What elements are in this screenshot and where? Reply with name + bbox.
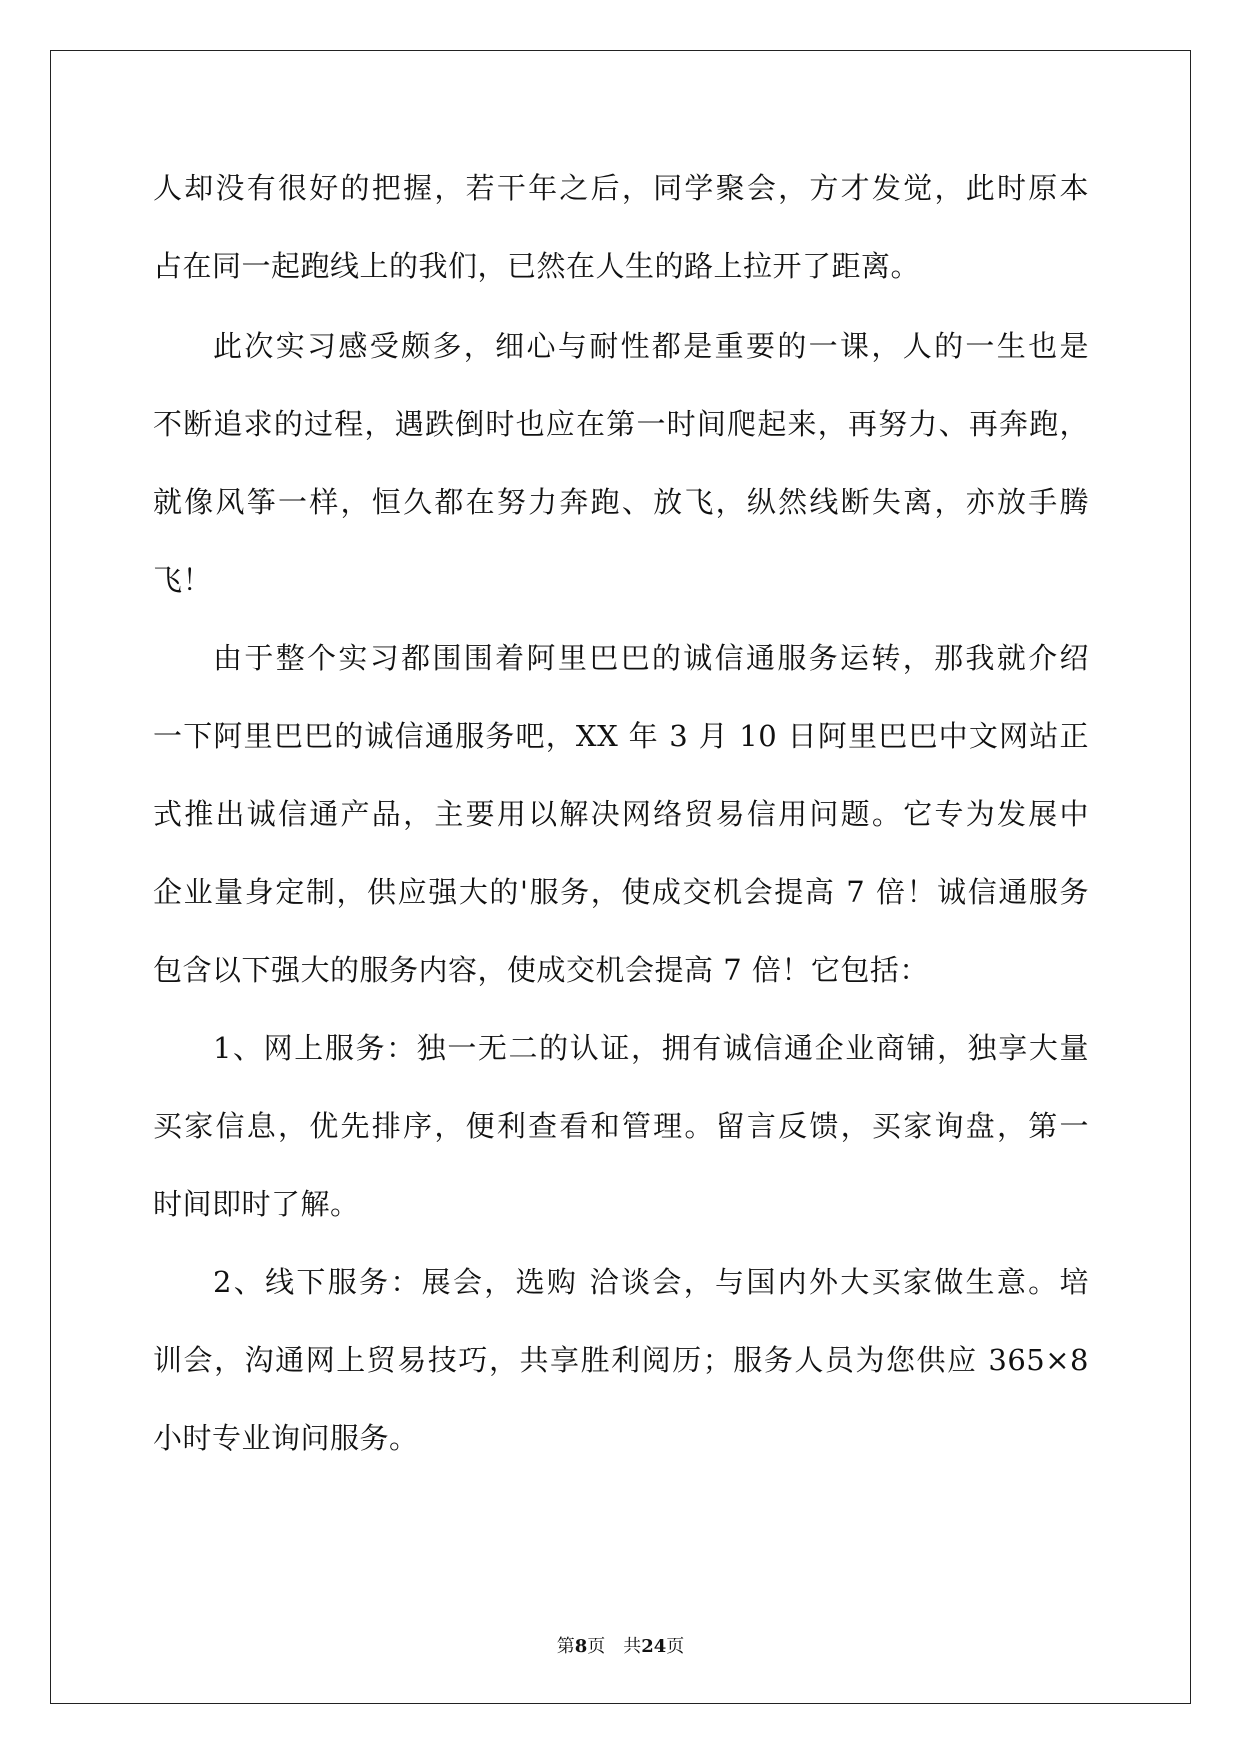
page-suffix: 页: [587, 1636, 606, 1657]
paragraph-first-line: 由于整个实习都围围着阿里巴巴的诚信通服务运转，那我就介绍: [213, 641, 1089, 675]
text-line: 买家信息，优先排序，便利查看和管理。留言反馈，买家询盘，第一: [153, 1109, 1089, 1143]
text-line: 式推出诚信通产品，主要用以解决网络贸易信用问题。它专为发展中: [153, 797, 1089, 831]
text-line: 训会，沟通网上贸易技巧，共享胜利阅历；服务人员为您供应 365×8: [153, 1343, 1089, 1377]
text-line: 企业量身定制，供应强大的'服务，使成交机会提高 7 倍！诚信通服务: [153, 875, 1089, 909]
paragraph-first-line: 2、线下服务：展会，选购 洽谈会，与国内外大买家做生意。培: [213, 1265, 1089, 1299]
text-line: 小时专业询问服务。: [153, 1421, 419, 1455]
paragraph-first-line: 1、网上服务：独一无二的认证，拥有诚信通企业商铺，独享大量: [213, 1031, 1089, 1065]
text-line: 人却没有很好的把握，若干年之后，同学聚会，方才发觉，此时原本: [153, 171, 1089, 205]
total-pages: 24: [641, 1636, 667, 1657]
text-line: 飞！: [153, 563, 213, 597]
text-line: 不断追求的过程，遇跌倒时也应在第一时间爬起来，再努力、再奔跑，: [153, 407, 1089, 441]
text-line: 就像风筝一样，恒久都在努力奔跑、放飞，纵然线断失离，亦放手腾: [153, 485, 1089, 519]
text-line: 一下阿里巴巴的诚信通服务吧，XX 年 3 月 10 日阿里巴巴中文网站正: [153, 719, 1089, 753]
text-line: 时间即时了解。: [153, 1187, 360, 1221]
text-line: 占在同一起跑线上的我们，已然在人生的路上拉开了距离。: [153, 249, 921, 283]
total-prefix: 共: [623, 1636, 642, 1657]
page-prefix: 第: [556, 1636, 575, 1657]
paragraph-first-line: 此次实习感受颇多，细心与耐性都是重要的一课，人的一生也是: [213, 329, 1089, 363]
page-footer: [0, 1636, 1241, 1658]
total-suffix: 页: [666, 1636, 685, 1657]
text-line: 包含以下强大的服务内容，使成交机会提高 7 倍！它包括：: [153, 953, 929, 987]
page-number: 8: [574, 1636, 588, 1657]
